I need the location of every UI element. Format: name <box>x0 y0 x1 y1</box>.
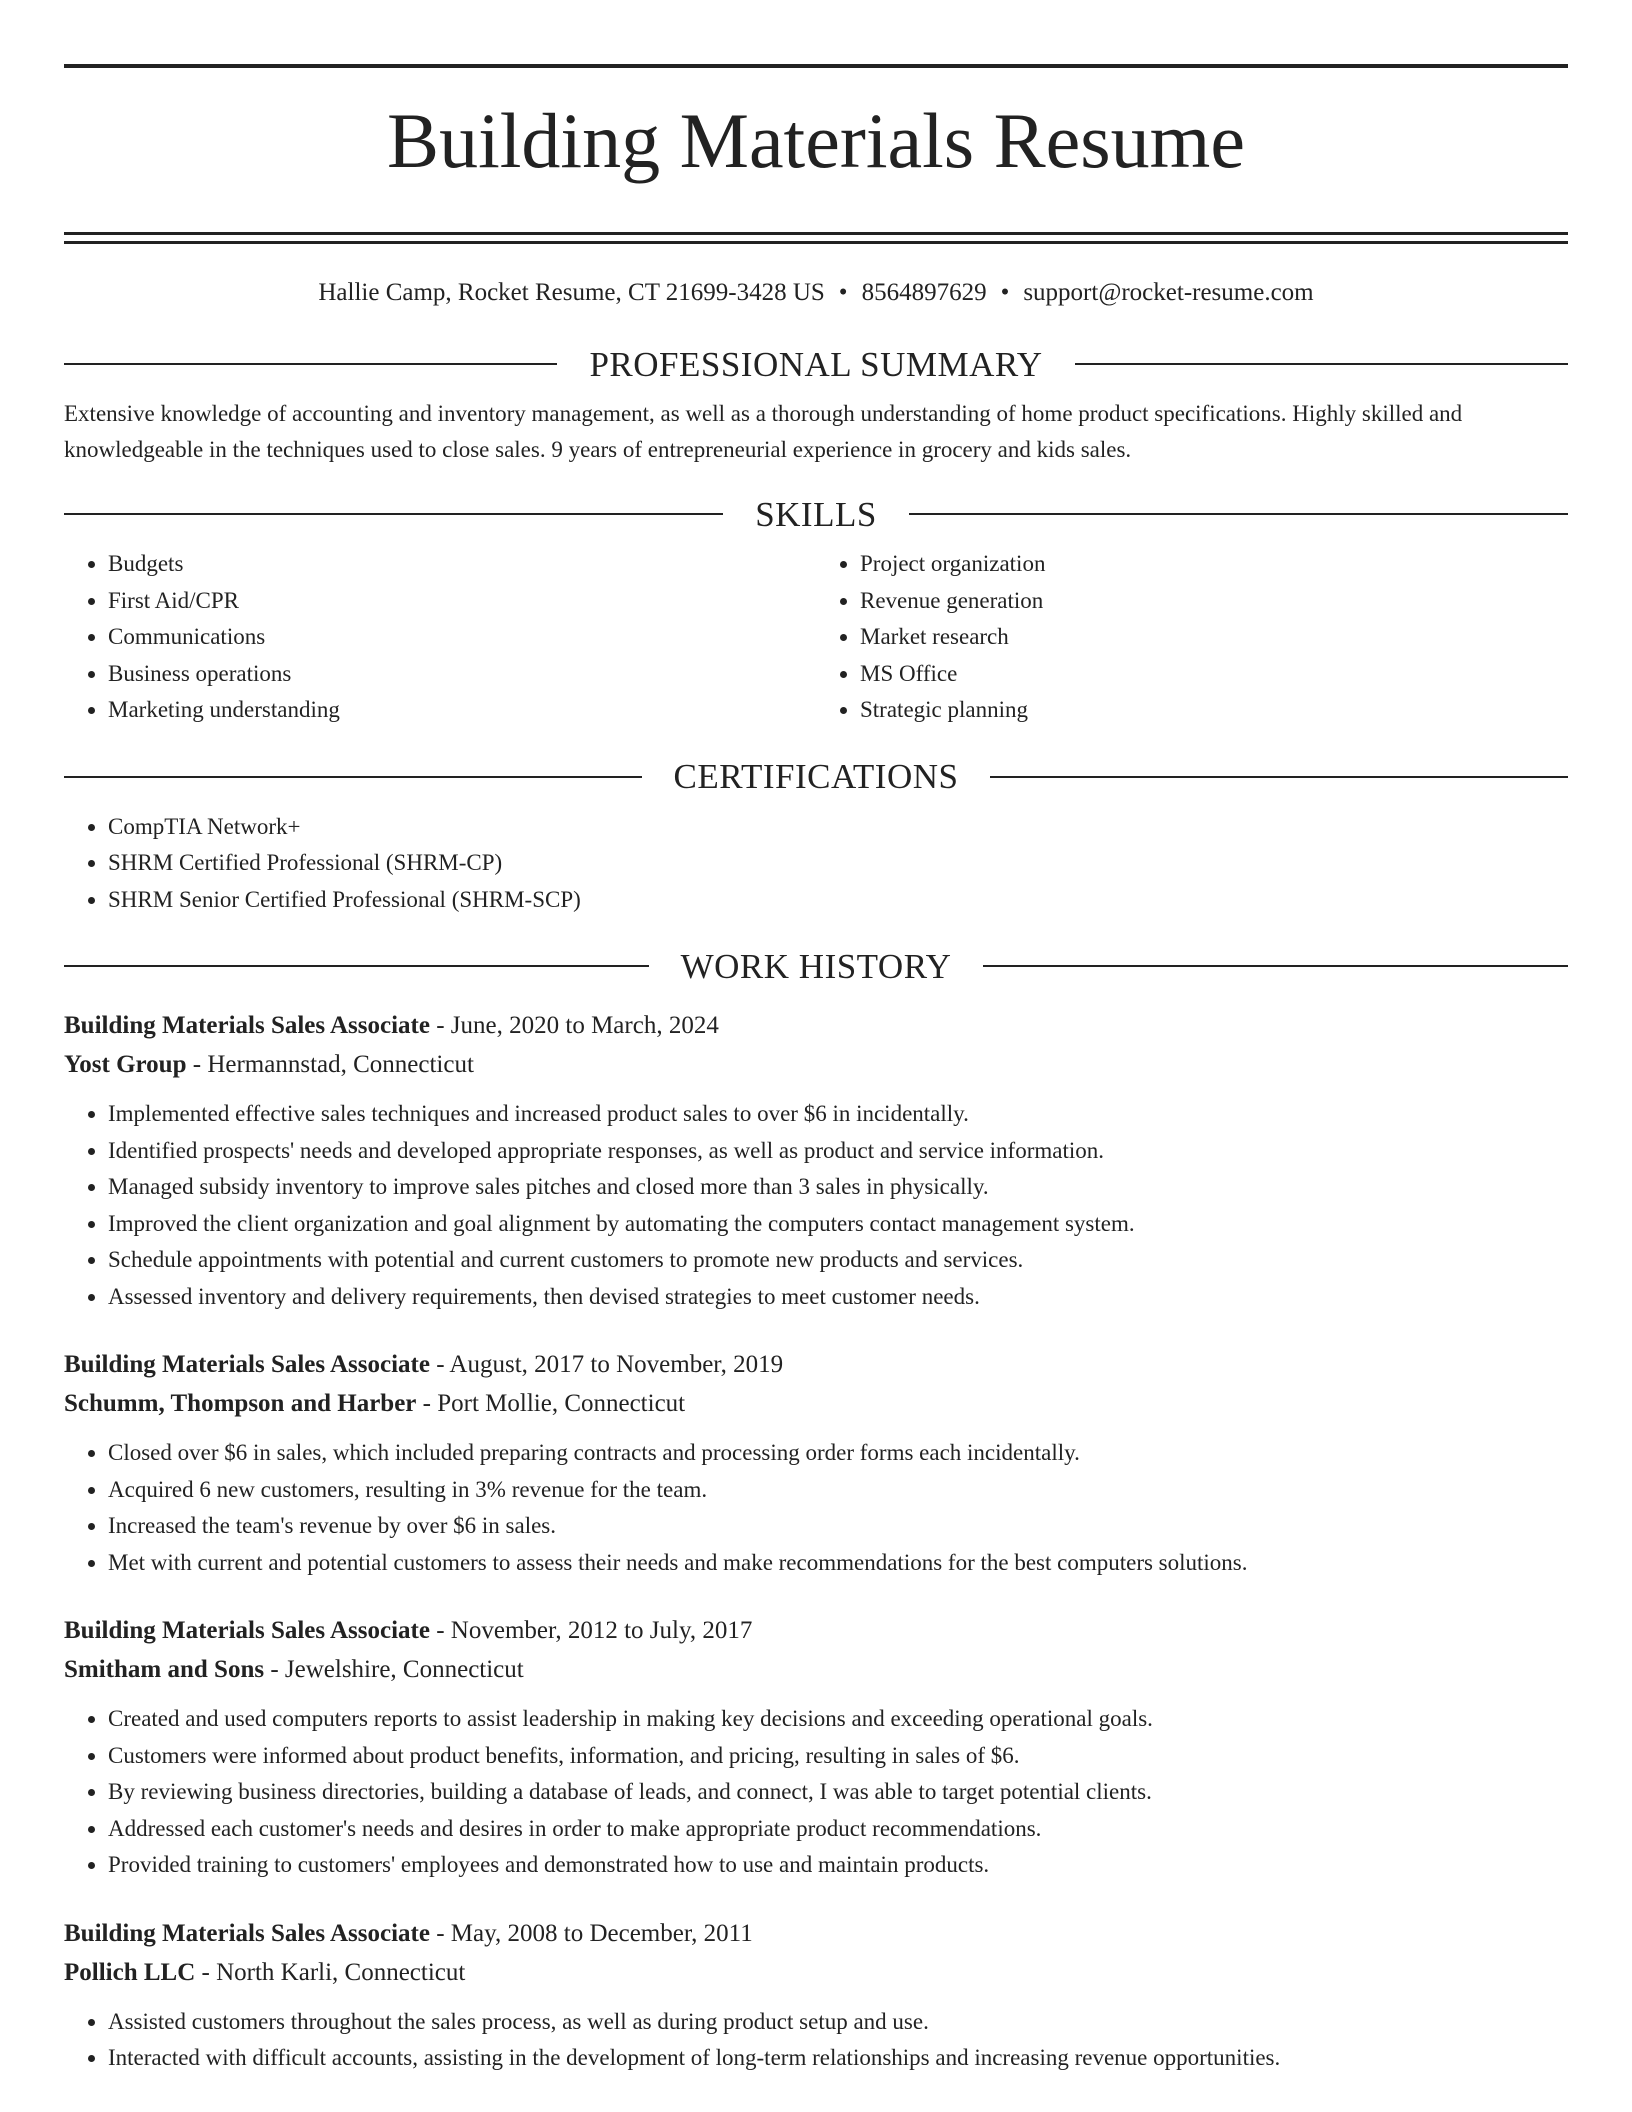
skills-list-left <box>64 546 816 729</box>
job-bullet: • Met with current and potential customers to assess their needs and make recommendations for the best computers solutions. <box>108 1545 1568 1582</box>
job-bullet: • Assisted customers throughout the sales process, as well as during product setup and use. <box>108 2004 1568 2041</box>
job-location: - Hermannstad, Connecticut <box>186 1051 474 1079</box>
certifications-heading <box>64 759 1568 795</box>
resume-title: Building Materials Resume <box>387 97 1245 184</box>
heading-rule <box>64 363 557 365</box>
job-company: Pollich LLC <box>64 1958 196 1986</box>
job-bullet: • Assessed inventory and delivery requirements, then devised strategies to meet customer needs. <box>108 1279 1568 1316</box>
job-company: Schumm, Thompson and Harber <box>64 1390 417 1418</box>
job-bullet: • Closed over $6 in sales, which included preparing contracts and processing order forms each incidentally. <box>108 1435 1568 1472</box>
title-double-rule <box>64 232 1568 244</box>
certification-item: • CompTIA Network+ <box>108 809 1568 846</box>
skill-item: • Revenue generation <box>860 583 1568 620</box>
job-entry <box>64 1006 1568 1315</box>
contact-separator: • <box>1000 279 1010 307</box>
job-dates: - November, 2012 to July, 2017 <box>429 1617 753 1645</box>
contact-separator: • <box>838 279 848 307</box>
job-bullet: • Customers were informed about product benefits, information, and pricing, resulting in sales of $6. <box>108 1738 1568 1775</box>
certifications-list <box>64 809 1568 919</box>
job-bullets <box>64 1435 1568 1581</box>
job-entry <box>64 1345 1568 1581</box>
skill-item: • Marketing understanding <box>108 692 816 729</box>
job-dates: - June, 2020 to March, 2024 <box>429 1012 719 1040</box>
job-bullet: • Created and used computers reports to assist leadership in making key decisions and exceeding operational goals. <box>108 1701 1568 1738</box>
job-bullet: • Addressed each customer's needs and desires in order to make appropriate product recommendations. <box>108 1811 1568 1848</box>
skills-heading-label: SKILLS <box>755 494 877 534</box>
resume-page <box>64 64 1568 2077</box>
job-title: Building Materials Sales Associate <box>64 1012 430 1040</box>
contact-address: Hallie Camp, Rocket Resume, CT 21699-3428 US <box>318 279 825 307</box>
heading-rule <box>1075 363 1568 365</box>
heading-rule <box>64 776 642 778</box>
job-title-line <box>64 1006 1568 1045</box>
heading-rule <box>64 513 723 515</box>
job-bullets <box>64 1701 1568 1884</box>
job-company: Yost Group <box>64 1051 187 1079</box>
job-bullet: • Improved the client organization and goal alignment by automating the computers contact management system. <box>108 1206 1568 1243</box>
job-company-line <box>64 1650 1568 1689</box>
work-history-heading <box>64 948 1568 984</box>
job-title: Building Materials Sales Associate <box>64 1919 430 1947</box>
job-bullet: • By reviewing business directories, building a database of leads, and connect, I was able to target potential clients. <box>108 1774 1568 1811</box>
job-title-line <box>64 1914 1568 1953</box>
job-entry <box>64 1611 1568 1884</box>
job-bullet: • Acquired 6 new customers, resulting in 3% revenue for the team. <box>108 1472 1568 1509</box>
job-title-line <box>64 1345 1568 1384</box>
heading-rule <box>909 513 1568 515</box>
job-entry <box>64 1914 1568 2077</box>
skill-item: • Budgets <box>108 546 816 583</box>
job-location: - North Karli, Connecticut <box>195 1958 466 1986</box>
skills-heading <box>64 496 1568 532</box>
skills-columns <box>64 546 1568 729</box>
skills-list-right <box>816 546 1568 729</box>
summary-text: Extensive knowledge of accounting and inventory management, as well as a thorough understanding of home product specifications. Highly skilled and knowledgeable in the techniques used to close sales. 9 years of entrepreneurial experience in grocery and kids sales. <box>64 401 1463 463</box>
certification-item: • SHRM Senior Certified Professional (SHRM-SCP) <box>108 882 1568 919</box>
contact-email: support@rocket-resume.com <box>1023 279 1314 307</box>
summary-heading-label: PROFESSIONAL SUMMARY <box>589 344 1043 384</box>
skill-item: • Project organization <box>860 546 1568 583</box>
job-bullet: • Interacted with difficult accounts, assisting in the development of long-term relationships and increasing revenue opportunities. <box>108 2040 1568 2077</box>
job-company-line <box>64 1384 1568 1423</box>
job-company-line <box>64 1045 1568 1084</box>
job-dates: - August, 2017 to November, 2019 <box>429 1351 784 1379</box>
job-bullet: • Identified prospects' needs and developed appropriate responses, as well as product and service information. <box>108 1133 1568 1170</box>
contact-phone: 8564897629 <box>861 279 987 307</box>
certification-item: • SHRM Certified Professional (SHRM-CP) <box>108 845 1568 882</box>
skill-item: • Market research <box>860 619 1568 656</box>
certifications-heading-label: CERTIFICATIONS <box>673 757 959 797</box>
skill-item: • Strategic planning <box>860 692 1568 729</box>
job-title: Building Materials Sales Associate <box>64 1617 430 1645</box>
heading-rule <box>990 776 1568 778</box>
job-bullet: • Implemented effective sales techniques and increased product sales to over $6 in incidentally. <box>108 1096 1568 1133</box>
job-company-line <box>64 1953 1568 1992</box>
job-bullet: • Schedule appointments with potential and current customers to promote new products and services. <box>108 1242 1568 1279</box>
skill-item: • MS Office <box>860 656 1568 693</box>
job-bullets <box>64 2004 1568 2077</box>
job-bullets <box>64 1096 1568 1315</box>
job-bullet: • Increased the team's revenue by over $6 in sales. <box>108 1508 1568 1545</box>
top-rule <box>64 64 1568 68</box>
job-location: - Jewelshire, Connecticut <box>264 1656 524 1684</box>
job-dates: - May, 2008 to December, 2011 <box>429 1919 753 1947</box>
skill-item: • Communications <box>108 619 816 656</box>
job-location: - Port Mollie, Connecticut <box>416 1390 686 1418</box>
job-bullet: • Provided training to customers' employees and demonstrated how to use and maintain products. <box>108 1847 1568 1884</box>
heading-rule <box>64 965 649 967</box>
summary-heading <box>64 346 1568 382</box>
job-title-line <box>64 1611 1568 1650</box>
job-title: Building Materials Sales Associate <box>64 1351 430 1379</box>
work-history-heading-label: WORK HISTORY <box>680 946 952 986</box>
heading-rule <box>983 965 1568 967</box>
skill-item: • First Aid/CPR <box>108 583 816 620</box>
job-company: Smitham and Sons <box>64 1656 265 1684</box>
skill-item: • Business operations <box>108 656 816 693</box>
contact-line <box>64 280 1568 306</box>
job-bullet: • Managed subsidy inventory to improve sales pitches and closed more than 3 sales in physically. <box>108 1169 1568 1206</box>
